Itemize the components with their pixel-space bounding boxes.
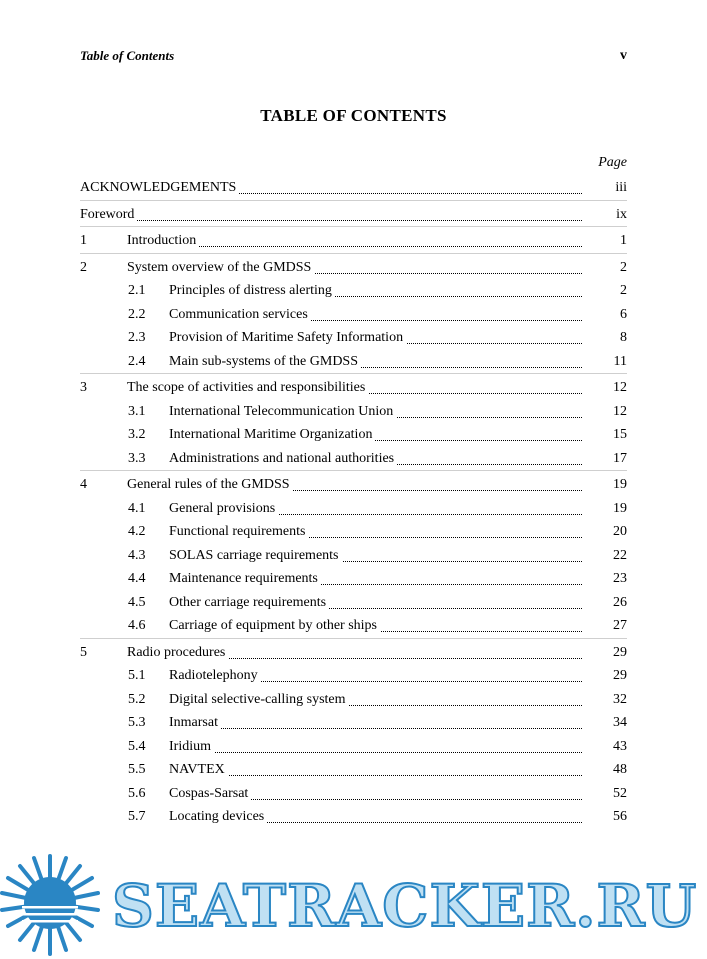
toc-entry-number: 5.5 xyxy=(128,762,146,777)
toc-entry[interactable] xyxy=(80,328,627,352)
toc-entry-label: General rules of the GMDSS xyxy=(127,477,293,492)
toc-entry[interactable] xyxy=(80,231,627,255)
toc-entry[interactable] xyxy=(80,593,627,617)
toc-entry-page: 17 xyxy=(613,450,627,466)
toc-entry[interactable] xyxy=(80,784,627,808)
toc-entry-number: 4.4 xyxy=(128,571,146,586)
toc-entry-page: 2 xyxy=(620,259,627,275)
toc-entry-page: 29 xyxy=(613,668,627,683)
toc-entry-page: ix xyxy=(616,206,627,222)
toc-entry-page: 12 xyxy=(613,403,627,419)
page-column-label: Page xyxy=(598,155,627,170)
toc-entry[interactable] xyxy=(80,305,627,329)
toc-entry[interactable] xyxy=(80,352,627,376)
toc-entry-label: Radio procedures xyxy=(127,645,228,660)
toc-entry-number: 2.1 xyxy=(128,283,146,298)
toc-entry-number: 4 xyxy=(80,477,87,492)
toc-entry-page: 8 xyxy=(620,330,627,345)
toc-entry-number: 5 xyxy=(80,644,87,660)
toc-entry-label: Cospas-Sarsat xyxy=(169,786,251,801)
toc-entry-number: 2.4 xyxy=(128,353,146,369)
toc-entry[interactable] xyxy=(80,760,627,784)
toc-entry-number: 4.6 xyxy=(128,618,146,633)
toc-entry-number: 5.3 xyxy=(128,715,146,730)
toc-entry-label: Principles of distress alerting xyxy=(169,283,335,298)
toc-entry-number: 5.7 xyxy=(128,809,146,824)
toc-entry[interactable] xyxy=(80,616,627,640)
toc-entry[interactable] xyxy=(80,522,627,546)
toc-entry[interactable] xyxy=(80,690,627,714)
toc-entry[interactable] xyxy=(80,807,627,831)
toc-entry-label: Communication services xyxy=(169,307,311,322)
toc-entry[interactable] xyxy=(80,499,627,523)
toc-entry[interactable] xyxy=(80,546,627,570)
toc-entry[interactable] xyxy=(80,475,627,499)
toc-entry-label: System overview of the GMDSS xyxy=(127,260,314,275)
toc-entry-label: Digital selective-calling system xyxy=(169,692,349,707)
toc-entry-label: ACKNOWLEDGEMENTS xyxy=(80,180,239,195)
toc-entry-page: 19 xyxy=(613,477,627,492)
toc-entry-label: Locating devices xyxy=(169,809,267,824)
toc-entry-number: 3.2 xyxy=(128,427,146,442)
toc-entry-label: General provisions xyxy=(169,501,278,516)
toc-entry-page: 43 xyxy=(613,738,627,754)
toc-entry-label: NAVTEX xyxy=(169,762,228,777)
toc-entry-number: 2.3 xyxy=(128,330,146,345)
toc-entry-label: Main sub-systems of the GMDSS xyxy=(169,354,361,369)
toc-entry-page: 32 xyxy=(613,691,627,707)
toc-entry-page: 1 xyxy=(620,233,627,248)
toc-entry-number: 3.3 xyxy=(128,450,146,466)
toc-entry[interactable] xyxy=(80,425,627,449)
toc-entry-label: Other carriage requirements xyxy=(169,595,329,610)
toc-entry-page: 15 xyxy=(613,427,627,442)
toc-entry-number: 5.1 xyxy=(128,668,146,683)
toc-entry[interactable] xyxy=(80,281,627,305)
toc-entry-label: Radiotelephony xyxy=(169,668,261,683)
toc-entry-number: 5.4 xyxy=(128,738,146,754)
toc-entry-page: 12 xyxy=(613,380,627,395)
toc-entry-number: 3 xyxy=(80,380,87,395)
toc-entry-page: 26 xyxy=(613,594,627,610)
toc-entry[interactable] xyxy=(80,205,627,229)
sunburst-icon xyxy=(2,856,98,954)
toc-entry-number: 1 xyxy=(80,233,87,248)
toc-entry-label: Carriage of equipment by other ships xyxy=(169,618,380,633)
toc-entry-number: 4.1 xyxy=(128,500,146,516)
toc-entry-page: 19 xyxy=(613,500,627,516)
toc-entry-page: 52 xyxy=(613,785,627,801)
toc-entry[interactable] xyxy=(80,449,627,473)
toc-entry-number: 3.1 xyxy=(128,403,146,419)
toc-entry-label: International Telecommunication Union xyxy=(169,404,396,419)
toc-entry-label: Functional requirements xyxy=(169,524,308,539)
toc-entry[interactable] xyxy=(80,258,627,282)
toc-entry-label: Iridium xyxy=(169,739,214,754)
running-header-title: Table of Contents xyxy=(80,48,175,63)
toc-entry-page: 48 xyxy=(613,762,627,777)
toc-entry-page: 20 xyxy=(613,524,627,539)
toc-entry-number: 4.2 xyxy=(128,524,146,539)
toc-entry[interactable] xyxy=(80,643,627,667)
toc-entry-page: 34 xyxy=(613,715,627,730)
toc-entry-page: 29 xyxy=(613,644,627,660)
toc-entry[interactable] xyxy=(80,402,627,426)
toc-entry-label: Maintenance requirements xyxy=(169,571,321,586)
toc-entry-page: 2 xyxy=(620,283,627,298)
watermark-text: SEATRACKER.RU xyxy=(112,872,698,940)
toc-entry-label: Introduction xyxy=(127,233,199,248)
toc-entry-number: 2 xyxy=(80,259,87,275)
running-header-page-number: v xyxy=(620,48,627,63)
toc-entry-page: 56 xyxy=(613,809,627,824)
toc-list xyxy=(80,178,627,831)
toc-entry[interactable] xyxy=(80,178,627,202)
toc-entry-page: 23 xyxy=(613,571,627,586)
toc-entry[interactable] xyxy=(80,569,627,593)
toc-entry-page: iii xyxy=(615,180,627,195)
toc-entry-page: 22 xyxy=(613,547,627,563)
toc-entry-number: 4.5 xyxy=(128,594,146,610)
toc-entry-label: Administrations and national authorities xyxy=(169,451,397,466)
toc-entry-number: 2.2 xyxy=(128,306,146,322)
toc-entry-number: 5.6 xyxy=(128,785,146,801)
toc-entry-page: 27 xyxy=(613,618,627,633)
toc-entry-number: 5.2 xyxy=(128,691,146,707)
toc-entry[interactable] xyxy=(80,378,627,402)
toc-entry[interactable] xyxy=(80,737,627,761)
toc-entry-label: International Maritime Organization xyxy=(169,427,375,442)
toc-entry-page: 11 xyxy=(613,353,627,369)
page-title: TABLE OF CONTENTS xyxy=(260,106,447,125)
toc-entry[interactable] xyxy=(80,713,627,737)
toc-entry-page: 6 xyxy=(620,306,627,322)
toc-entry-label: Foreword xyxy=(80,207,137,222)
toc-entry-label: The scope of activities and responsibilities xyxy=(127,380,368,395)
toc-entry-number: 4.3 xyxy=(128,547,146,563)
toc-entry[interactable] xyxy=(80,666,627,690)
toc-entry-label: Provision of Maritime Safety Information xyxy=(169,330,406,345)
toc-entry-label: SOLAS carriage requirements xyxy=(169,548,342,563)
toc-entry-label: Inmarsat xyxy=(169,715,221,730)
